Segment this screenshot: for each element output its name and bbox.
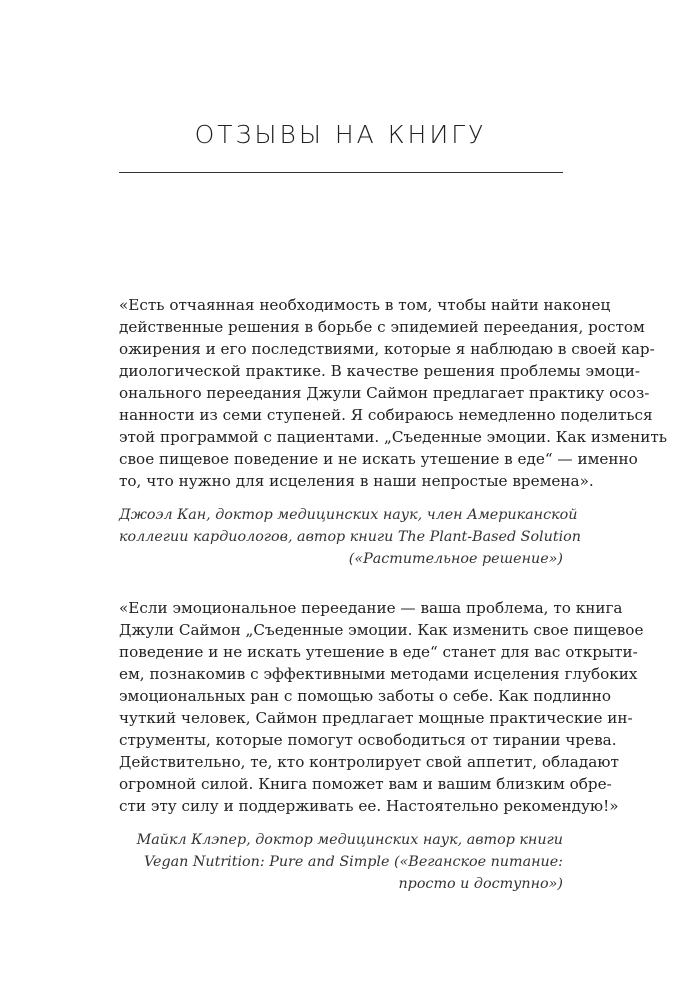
text-line: Действительно, те, кто контролирует свой аппетит, обладают [119,753,619,771]
text-line: этой программой с пациентами. „Съеденные эмоции. Как изменить [119,428,668,446]
attribution-line: Джоэл Кан, доктор медицинских наук, член Американской [119,507,578,523]
text-line: Джули Саймон „Съеденные эмоции. Как изменить свое пищевое [119,621,644,639]
text-line: нанности из семи ступеней. Я собираюсь немедленно поделиться [119,406,653,424]
page-title: ОТЗЫВЫ НА КНИГУ [194,120,487,149]
text-line: «Есть отчаянная необходимость в том, чтобы найти наконец [119,296,611,314]
text-line: чуткий человек, Саймон предлагает мощные практические ин- [119,709,633,727]
text-line: свое пищевое поведение и не искать утешение в еде“ — именно [119,450,638,468]
review-1-text [119,294,668,492]
text-line: онального переедания Джули Саймон предлагает практику осоз- [119,384,650,402]
review-2-text [119,597,644,817]
attribution-line: Vegan Nutrition: Pure and Simple («Веганское питание: [143,854,563,870]
text-line: поведение и не искать утешение в еде“ станет для вас открыти- [119,643,638,661]
attribution-line: Майкл Клэпер, доктор медицинских наук, автор книги [136,832,563,848]
text-line: эмоциональных ран с помощью заботы о себе. Как подлинно [119,687,612,705]
text-line: ем, познакомив с эффективными методами исцеления глубоких [119,665,638,683]
text-line: действенные решения в борьбе с эпидемией переедания, ростом [119,318,645,336]
attribution-line: («Растительное решение») [348,551,563,567]
text-line: огромной силой. Книга поможет вам и вашим близким обре- [119,775,612,793]
title-divider [119,172,563,173]
text-line: струменты, которые помогут освободиться от тирании чрева. [119,731,617,749]
attribution-line: просто и доступно») [398,876,563,892]
text-line: «Если эмоциональное переедание — ваша проблема, то книга [119,599,623,617]
text-line: сти эту силу и поддерживать ее. Настоятельно рекомендую!» [119,797,619,815]
review-1-attribution [119,504,581,570]
review-2-attribution [119,829,563,895]
text-line: диологической практике. В качестве решения проблемы эмоци- [119,362,640,380]
text-line: ожирения и его последствиями, которые я наблюдаю в своей кар- [119,340,655,358]
text-line: то, что нужно для исцеления в наши непростые времена». [119,472,594,490]
attribution-line: коллегии кардиологов, автор книги The Plant-Based Solution [119,529,581,545]
